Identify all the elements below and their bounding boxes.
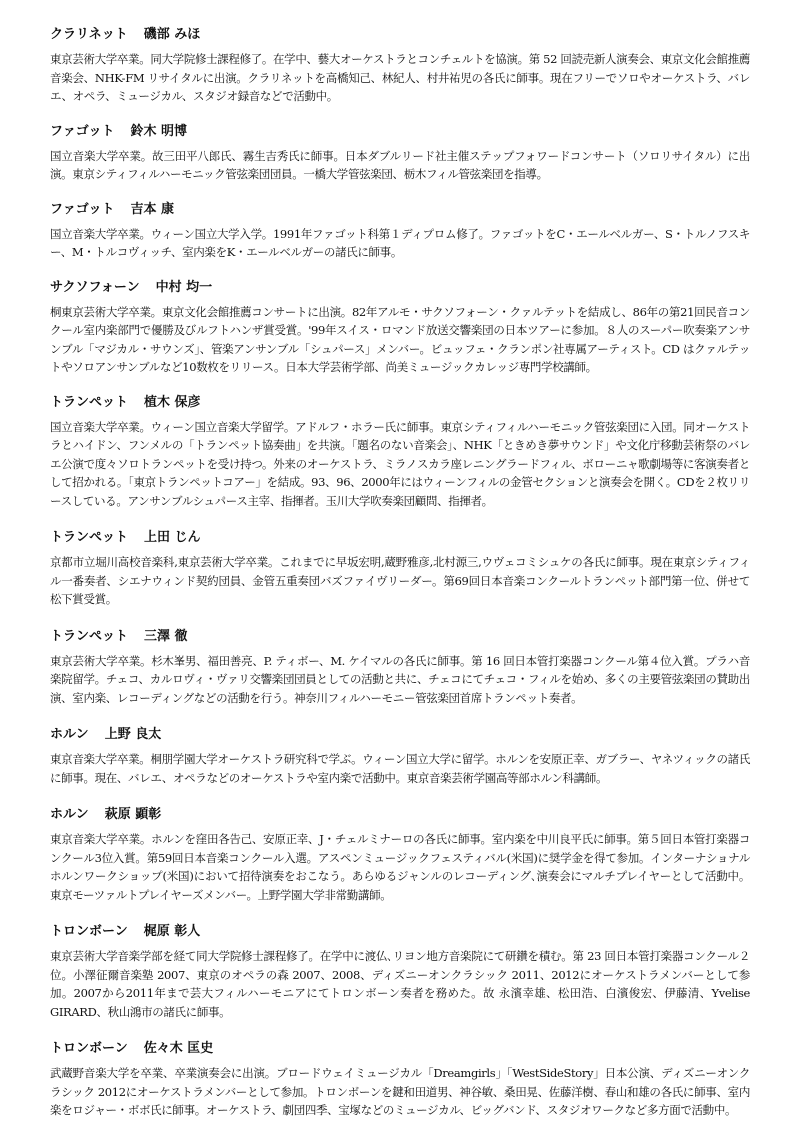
profile-heading xyxy=(50,201,750,219)
profile-instrument: ファゴット xyxy=(50,201,115,217)
profile-entry xyxy=(50,26,750,106)
profile-entry xyxy=(50,529,750,609)
profile-heading xyxy=(50,923,750,941)
profile-heading xyxy=(50,726,750,744)
profile-heading xyxy=(50,806,750,824)
profile-instrument: トランペット xyxy=(50,530,129,545)
profile-name: 上野 良太 xyxy=(104,727,162,742)
profile-bio: 東京芸術大学音楽学部を経て同大学院修士課程修了。在学中に渡仏､リヨン地方音楽院にて研鑽を積む。第 23 回日本管打楽器コンクール２位。小澤征爾音楽塾 2007、東京のオペラの森 2007、2008、ディズニーオンクラシック 2011、2012にオーケストラメンバーとして参加。2007から2011年まで芸大フィルハーモニアにてトロンボーン奏者を務めた。故 永濱幸雄、松田浩、白濱俊宏、伊藤清、Yvelise GIRARD、秋山鴻市の諸氏に師事。 xyxy=(50,949,750,1019)
profile-name: 佐々木 匡史 xyxy=(143,1041,214,1056)
profile-entry xyxy=(50,279,750,377)
profile-bio: 東京芸術大学卒業。同大学院修士課程修了。在学中、藝大オーケストラとコンチェルトを協演。第 52 回読売新人演奏会、東京文化会館推薦音楽会、NHK-FM リサイタルに出演。クラリネットを高橋知己、林紀人、村井祐児の各氏に師事。現在フリーでソロやオーケストラ、バレエ、オペラ、ミュージカル、スタジオ録音などで活動中。 xyxy=(50,52,750,103)
profile-entry xyxy=(50,394,750,511)
profile-entry xyxy=(50,923,750,1021)
profile-name: 三澤 徹 xyxy=(144,628,188,644)
profile-instrument: サクソフォーン xyxy=(50,279,140,295)
profile-instrument: ファゴット xyxy=(50,123,115,139)
profile-bio: 東京音楽大学卒業。桐朋学園大学オーケストラ研究科で学ぶ。ウィーン国立大学に留学。ホルンを安原正幸、ガブラー、ヤネツィックの諸氏に師事。現在、バレエ、オペラなどのオーケストラや室内楽で活動中。東京音楽芸術学園高等部ホルン科講師。 xyxy=(50,752,750,785)
profile-entry xyxy=(50,201,750,262)
profile-entry xyxy=(50,123,750,184)
profile-bio: 東京芸術大学卒業。杉木峯男、福田善亮、P. ティボー、M. ケイマルの各氏に師事。第 16 回日本管打楽器コンクール第４位入賞。プラハ音楽院留学。チェコ、カルロヴィ・ヴァリ交響楽団団員としての活動と共に、チェコにてチェコ・フィルを始め、多くの主要管弦楽団の賛助出演、室内楽、レコーディングなどの活動を行う。神奈川フィルハーモニー管弦楽団首席トランペット奏者。 xyxy=(50,653,750,705)
profile-entry xyxy=(50,726,750,787)
profile-bio: 武蔵野音楽大学を卒業、卒業演奏会に出演。ブロードウェイミュージカル「Dreamgirls」「WestSideStory」日本公演、ディズニーオンクラシック 2012にオーケストラメンバーとして参加。トロンボーンを鍵和田道男、神谷敏、桑田晃、佐藤洋樹、春山和雄の各氏に師事、室内楽をロジャー・ボボ氏に師事。オーケストラ、劇団四季、宝塚などのミュージカル、ビッグバンド、スタジオワークなど多方面で活動中。 xyxy=(50,1066,750,1117)
profile-heading xyxy=(50,394,750,412)
profile-name: 中村 均一 xyxy=(155,279,213,295)
profile-bio: 桐東京芸術大学卒業。東京文化会館推薦コンサートに出演。82年アルモ・サクソフォーン・クァルテットを結成し、86年の第21回民音コンクール室内楽部門で優勝及びルフトハンザ賞受賞。'99年スイス・ロマンド放送交響楽団の日本ツアーに参加。８人のスーパー吹奏楽アンサンブル「マジカル・サウンズ」、管楽アンサンブル「シュパース」メンバー。ビュッフェ・クランポン社専属アーティスト。CD はクァルテットやソロアンサンブルなど10数枚をリリース。日本大学芸術学部、尚美ミュージックカレッジ専門学校講師。 xyxy=(50,304,750,374)
profile-name: 鈴木 明博 xyxy=(130,123,188,139)
profile-name: 萩原 顕彰 xyxy=(104,807,162,822)
profile-entry xyxy=(50,1040,750,1120)
profile-bio: 国立音楽大学卒業。ウィーン国立音楽大学留学。アドルフ・ホラー氏に師事。東京シティフィルハーモニック管弦楽団に入団。同オーケストラとハイドン、フンメルの「トランペット協奏曲」を共演。「題名のない音楽会」、NHK「ときめき夢サウンド」や文化庁移動芸術祭のバレエ公演で度々ソロトランペットを受け持つ。外来のオーケストラ、ミラノスカラ座レニングラードフィル、ボローニャ歌劇場等に客演奏者として招かれる。「東京トランペットコアー」を結成。93、96、2000年にはウィーンフィルの金管セクションと演奏会を開く。CDを２枚リリースしている。アンサンブルシュパース主宰、指揮者。玉川大学吹奏楽団顧問、指揮者。 xyxy=(50,419,750,508)
profile-heading xyxy=(50,279,750,297)
profile-instrument: トロンボーン xyxy=(50,924,128,939)
profile-heading xyxy=(50,1040,750,1058)
profile-instrument: トランペット xyxy=(50,394,129,410)
profile-bio: 京都市立堀川高校音楽科,東京芸術大学卒業。これまでに早坂宏明,蔵野雅彦,北村源三,ウヴェコミシュケの各氏に師事。現在東京シティフィル一番奏者、シエナウィンド契約団員、金管五重奏団バズファイヴリーダー。第69回日本音楽コンクールトランペット部門第一位、併せて松下賞受賞。 xyxy=(50,555,750,606)
profile-bio: 東京音楽大学卒業。ホルンを窪田各告己、安原正幸、J・チェルミナーロの各氏に師事。室内楽を中川良平氏に師事。第５回日本管打楽器コンクール3位入賞。第59回日本音楽コンクール入選。アスペンミュージックフェスティバル(米国)に奨学金を得て参加。インターナショナルホルンワークショップ(米国)において招待演奏をおこなう。あらゆるジャンルのレコーディング､演奏会にマルチプレイヤーとして活動中。東京モーツァルトプレイヤーズメンバー。上野学園大学非常勤講師。 xyxy=(50,832,750,902)
profile-bio: 国立音楽大学卒業。ウィーン国立大学入学。1991年ファゴット科第１ディプロム修了。ファゴットをC・エールベルガー、S・トルノフスキー、M・トルコヴィッチ、室内楽をK・エールベルガーの諸氏に師事。 xyxy=(50,226,750,259)
profile-instrument: トランペット xyxy=(50,628,129,644)
profile-instrument: ホルン xyxy=(50,727,89,742)
profile-name: 上田 じん xyxy=(144,530,201,545)
profile-instrument: ホルン xyxy=(50,807,89,822)
profile-entry xyxy=(50,806,750,904)
profile-heading xyxy=(50,123,750,141)
profile-heading xyxy=(50,26,750,44)
profile-name: 梶原 彰人 xyxy=(143,924,201,939)
profile-heading xyxy=(50,529,750,547)
profile-heading xyxy=(50,628,750,646)
profile-entry xyxy=(50,628,750,708)
profile-name: 磯部 みほ xyxy=(143,27,201,42)
profile-list xyxy=(50,26,750,1139)
profile-instrument: クラリネット xyxy=(50,27,128,42)
profile-name: 植木 保彦 xyxy=(144,394,201,410)
profile-name: 吉本 康 xyxy=(130,201,175,217)
profile-instrument: トロンボーン xyxy=(50,1041,128,1056)
profile-bio: 国立音楽大学卒業。故三田平八郎氏、霧生吉秀氏に師事。日本ダブルリード社主催ステップフォワードコンサート（ソロリサイタル）に出演。東京シティフィルハーモニック管弦楽団団員。一橋大学管弦楽団、栃木フィル管弦楽団を指導。 xyxy=(50,148,750,181)
